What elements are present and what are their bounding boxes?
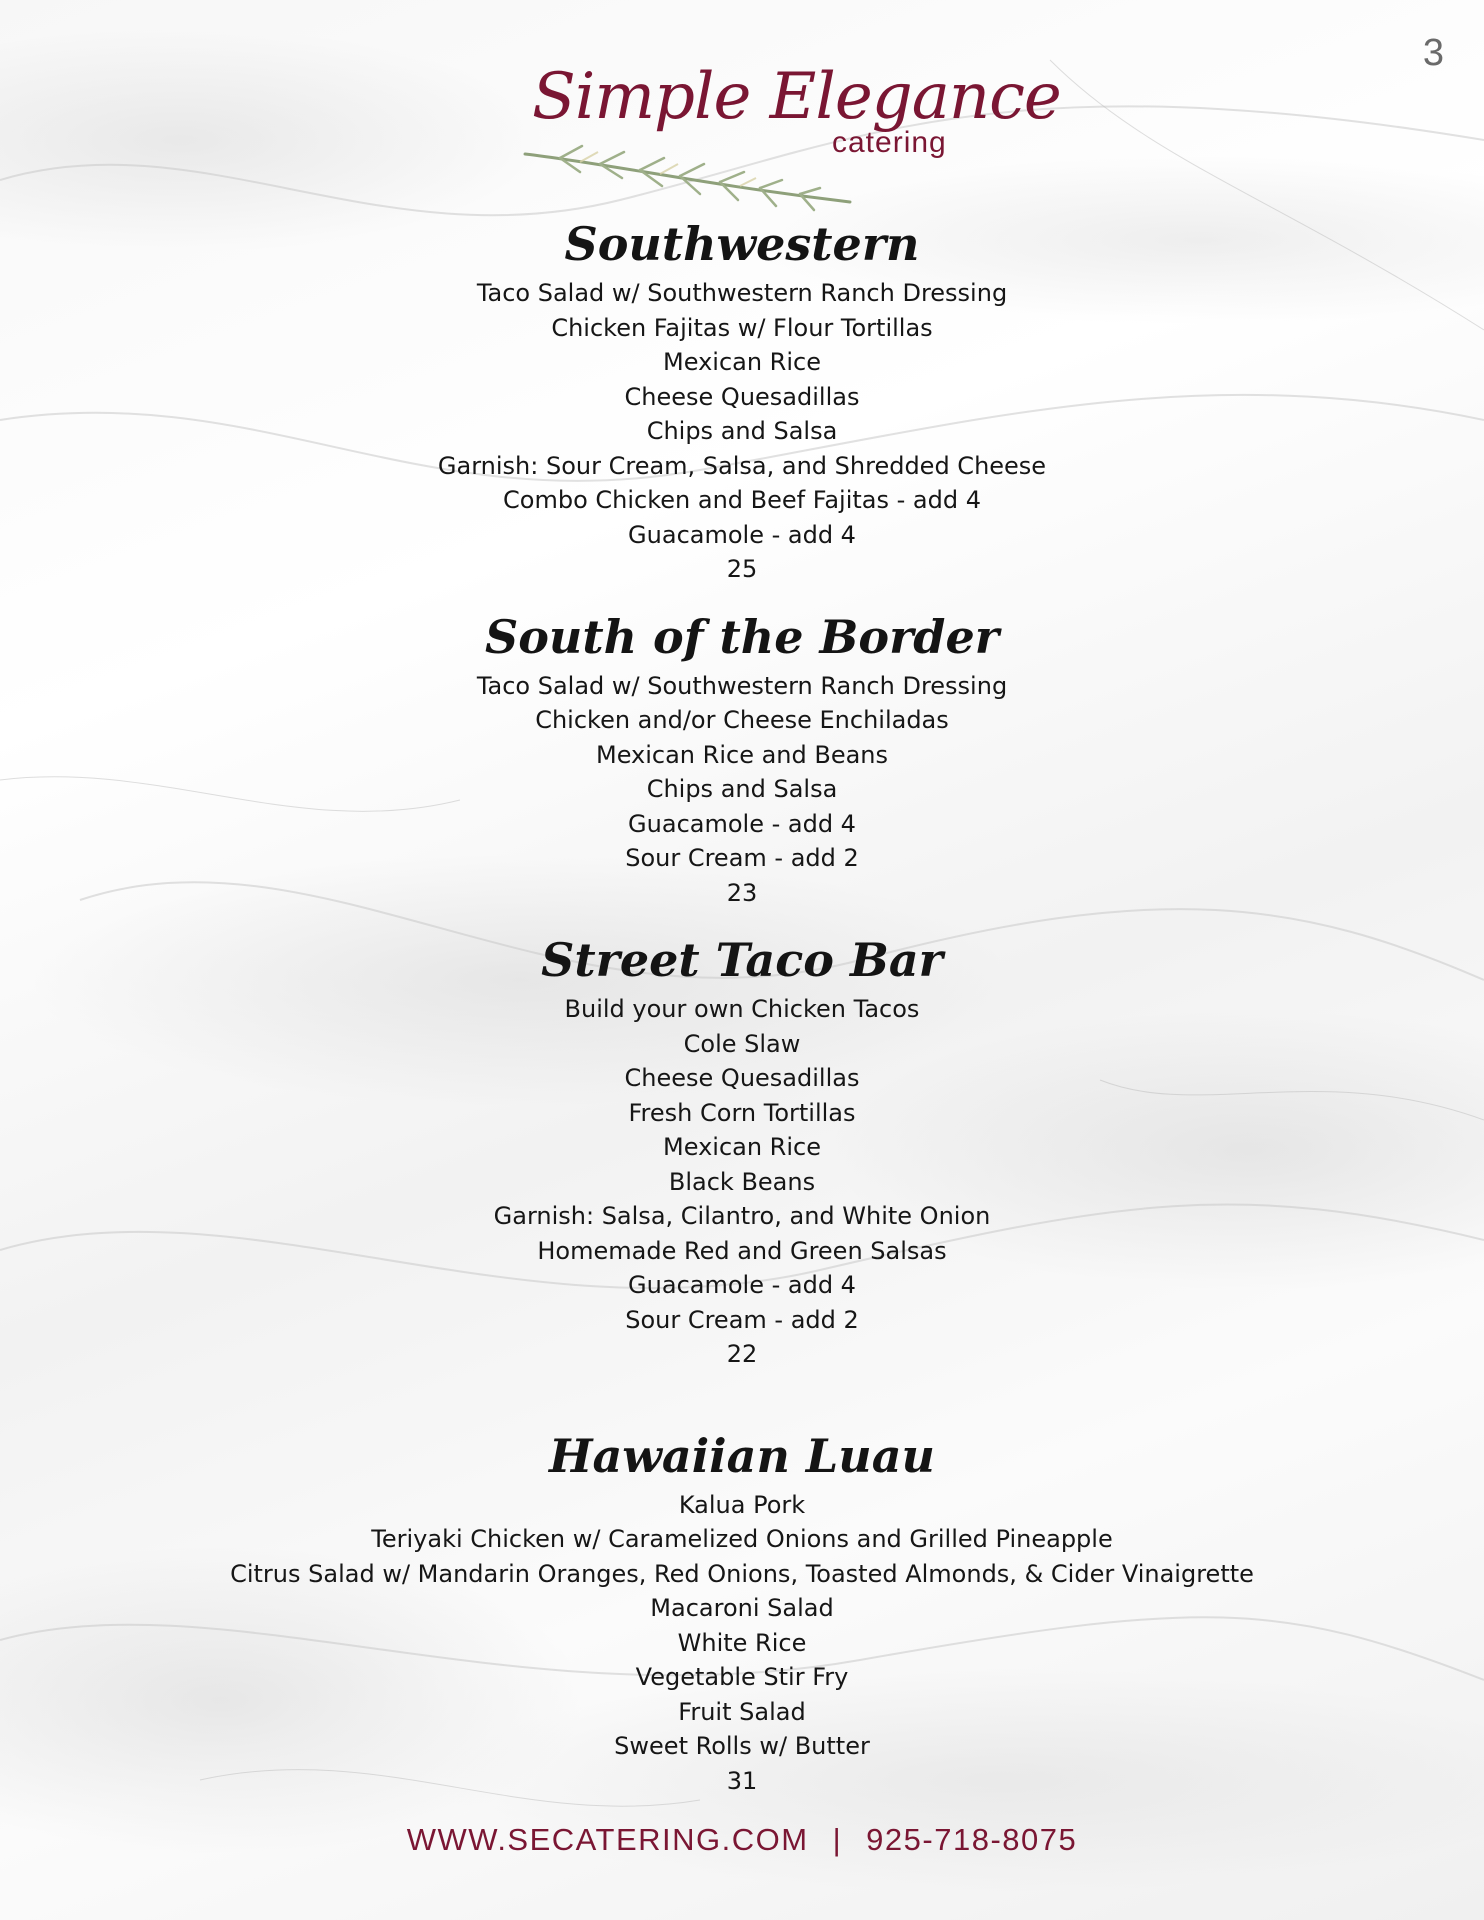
menu-item: Chicken Fajitas w/ Flour Tortillas bbox=[551, 313, 933, 342]
footer bbox=[0, 1822, 1484, 1858]
section-price: 23 bbox=[726, 878, 758, 907]
section-title: Street Taco Bar bbox=[541, 933, 943, 987]
menu-item: Chicken and/or Cheese Enchiladas bbox=[535, 706, 949, 734]
menu-section-southwestern bbox=[0, 212, 1484, 587]
menu-item: Fruit Salad bbox=[678, 1697, 806, 1726]
menu-item: Macaroni Salad bbox=[650, 1594, 834, 1622]
menu-section-hawaiian-luau bbox=[0, 1424, 1484, 1799]
menu-item: Guacamole - add 4 bbox=[628, 809, 856, 838]
logo bbox=[520, 60, 1061, 210]
menu-item: Cole Slaw bbox=[683, 1029, 801, 1058]
menu-item: Combo Chicken and Beef Fajitas - add 4 bbox=[503, 486, 981, 514]
menu bbox=[0, 212, 1484, 1816]
section-price: 31 bbox=[726, 1766, 758, 1795]
menu-item: White Rice bbox=[677, 1628, 807, 1657]
menu-item: Kalua Pork bbox=[678, 1490, 806, 1519]
menu-item: Mexican Rice bbox=[663, 1133, 821, 1161]
menu-item: Build your own Chicken Tacos bbox=[564, 995, 920, 1023]
menu-item: Cheese Quesadillas bbox=[624, 382, 860, 411]
footer-separator: | bbox=[832, 1822, 843, 1857]
menu-item: Garnish: Sour Cream, Salsa, and Shredded Cheese bbox=[437, 451, 1047, 480]
menu-item: Chips and Salsa bbox=[646, 775, 838, 803]
phone-number[interactable]: 925-718-8075 bbox=[866, 1822, 1078, 1857]
section-title: Hawaiian Luau bbox=[549, 1428, 935, 1483]
menu-item: Citrus Salad w/ Mandarin Oranges, Red Onions, Toasted Almonds, & Cider Vinaigrette bbox=[230, 1559, 1254, 1588]
section-price: 25 bbox=[726, 555, 758, 583]
menu-section-south-of-the-border bbox=[0, 605, 1484, 911]
menu-item: Sweet Rolls w/ Butter bbox=[614, 1732, 870, 1760]
section-title: Southwestern bbox=[564, 217, 920, 271]
website-link[interactable]: WWW.SECATERING.COM bbox=[406, 1822, 809, 1857]
section-price: 22 bbox=[726, 1340, 758, 1368]
section-title: South of the Border bbox=[485, 609, 999, 664]
menu-item: Cheese Quesadillas bbox=[624, 1064, 860, 1092]
menu-item: Sour Cream - add 2 bbox=[625, 1305, 859, 1334]
menu-item: Mexican Rice bbox=[663, 348, 821, 376]
menu-item: Taco Salad w/ Southwestern Ranch Dressing bbox=[476, 279, 1008, 307]
menu-item: Taco Salad w/ Southwestern Ranch Dressing bbox=[476, 671, 1008, 700]
menu-item: Fresh Corn Tortillas bbox=[628, 1098, 856, 1127]
rosemary-sprig-icon bbox=[520, 124, 860, 224]
menu-item: Black Beans bbox=[668, 1167, 816, 1196]
page-number: 3 bbox=[1422, 32, 1444, 74]
menu-item: Garnish: Salsa, Cilantro, and White Onion bbox=[493, 1202, 991, 1230]
menu-item: Mexican Rice and Beans bbox=[595, 740, 889, 769]
menu-item: Chips and Salsa bbox=[646, 417, 838, 445]
menu-item: Teriyaki Chicken w/ Caramelized Onions and Grilled Pineapple bbox=[371, 1525, 1113, 1553]
menu-item: Vegetable Stir Fry bbox=[635, 1663, 849, 1691]
menu-item: Sour Cream - add 2 bbox=[625, 844, 859, 872]
section-spacer bbox=[0, 1390, 1484, 1424]
menu-item: Guacamole - add 4 bbox=[628, 520, 856, 549]
logo-title: Simple Elegance bbox=[532, 60, 1061, 134]
menu-section-street-taco-bar bbox=[0, 928, 1484, 1372]
logo-subtitle: catering bbox=[832, 126, 947, 159]
menu-item: Guacamole - add 4 bbox=[628, 1271, 856, 1299]
menu-item: Homemade Red and Green Salsas bbox=[537, 1236, 947, 1265]
